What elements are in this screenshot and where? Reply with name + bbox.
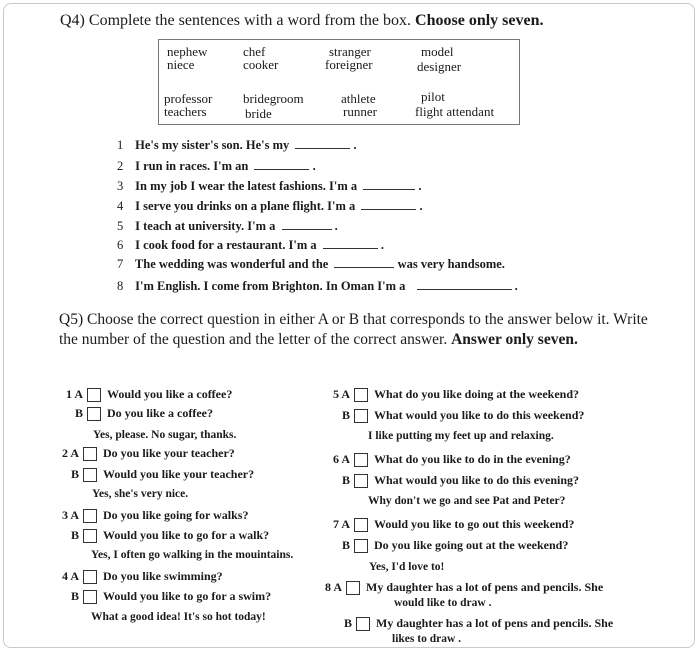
question-5-option-a bbox=[328, 387, 579, 402]
option-text: What would you like to do this evening? bbox=[374, 473, 580, 487]
sentence-end: . bbox=[418, 179, 422, 193]
question-8-option-b bbox=[330, 616, 613, 631]
option-text: Do you like your teacher? bbox=[103, 446, 235, 460]
checkbox[interactable] bbox=[354, 474, 368, 488]
question-2-answer: Yes, she's very nice. bbox=[92, 488, 189, 500]
option-text: What do you like to do in the evening? bbox=[374, 452, 571, 466]
checkbox[interactable] bbox=[354, 518, 368, 532]
option-label: 1 A bbox=[65, 387, 83, 401]
answer-blank[interactable] bbox=[282, 220, 332, 230]
option-text: Do you like going out at the weekend? bbox=[374, 538, 569, 552]
word: bride bbox=[245, 106, 272, 121]
sentence-end: . bbox=[334, 219, 338, 233]
sentence-number: 1 bbox=[117, 138, 124, 152]
checkbox[interactable] bbox=[87, 407, 101, 421]
option-text: Would you like to go for a walk? bbox=[103, 528, 270, 542]
question-4-option-a bbox=[57, 569, 223, 584]
sentence-end: . bbox=[312, 159, 316, 173]
option-label: B bbox=[343, 616, 352, 630]
question-6-answer: Why don't we go and see Pat and Peter? bbox=[368, 495, 566, 507]
sentence-end: . bbox=[514, 279, 518, 293]
sentence-number: 6 bbox=[117, 238, 124, 252]
sentence-end: . bbox=[419, 199, 423, 213]
option-label: 2 A bbox=[61, 446, 79, 460]
q5-instruction: Choose the correct question in either A or B that corresponds to the answer below it. Write the number of the question and the letter of the correct answer. bbox=[59, 311, 648, 348]
question-3-option-a bbox=[57, 508, 248, 523]
q4-instruction: Complete the sentences with a word from the box. bbox=[88, 12, 412, 29]
sentence-number: 4 bbox=[117, 199, 124, 213]
option-text: Do you like a coffee? bbox=[107, 406, 213, 420]
option-label: B bbox=[74, 406, 83, 420]
option-label: 3 A bbox=[61, 508, 79, 522]
option-text: My daughter has a lot of pens and pencils. She bbox=[376, 616, 614, 630]
sentence-end: . bbox=[353, 138, 357, 152]
option-text: Would you like to go out this weekend? bbox=[374, 517, 575, 531]
option-label: 4 A bbox=[61, 569, 79, 583]
option-label: B bbox=[341, 538, 350, 552]
option-text: What would you like to do this weekend? bbox=[374, 408, 585, 422]
answer-blank[interactable] bbox=[323, 239, 378, 249]
sentence-1 bbox=[117, 138, 357, 153]
word: chef bbox=[243, 44, 266, 59]
checkbox[interactable] bbox=[83, 447, 97, 461]
sentence-5 bbox=[117, 219, 338, 234]
answer-blank[interactable] bbox=[417, 280, 512, 290]
answer-blank[interactable] bbox=[361, 200, 416, 210]
option-label: B bbox=[341, 408, 350, 422]
sentence-2 bbox=[117, 159, 316, 174]
sentence-text: In my job I wear the latest fashions. I'm a bbox=[135, 179, 358, 193]
question-3-answer: Yes, I often go walking in the mouintains. bbox=[91, 549, 294, 561]
sentence-4 bbox=[117, 199, 423, 214]
q4-heading bbox=[60, 12, 543, 30]
question-7-option-b bbox=[328, 538, 568, 553]
answer-blank[interactable] bbox=[254, 160, 309, 170]
word-box bbox=[158, 39, 520, 125]
sentence-7 bbox=[117, 257, 505, 272]
option-label: 5 A bbox=[332, 387, 350, 401]
word: model bbox=[421, 44, 454, 59]
q4-number: Q4) bbox=[60, 12, 85, 29]
sentence-text: I cook food for a restaurant. I'm a bbox=[135, 238, 317, 252]
question-7-option-a bbox=[328, 517, 574, 532]
option-text: My daughter has a lot of pens and pencils. She bbox=[366, 580, 604, 594]
sentence-6 bbox=[117, 238, 384, 253]
answer-blank[interactable] bbox=[334, 258, 394, 268]
option-label: 6 A bbox=[332, 452, 350, 466]
sentence-number: 8 bbox=[117, 279, 124, 293]
sentence-text: The wedding was wonderful and the bbox=[134, 257, 329, 271]
question-4-option-b bbox=[57, 589, 271, 604]
sentence-number: 5 bbox=[117, 219, 124, 233]
option-label: 8 A bbox=[324, 580, 342, 594]
word: athlete bbox=[341, 91, 376, 106]
checkbox[interactable] bbox=[83, 570, 97, 584]
option-text: Would you like your teacher? bbox=[103, 467, 255, 481]
option-text: What do you like doing at the weekend? bbox=[374, 387, 580, 401]
checkbox[interactable] bbox=[83, 468, 97, 482]
question-5-option-b bbox=[328, 408, 584, 423]
sentence-8 bbox=[117, 279, 518, 294]
sentence-end: . bbox=[380, 238, 384, 252]
checkbox[interactable] bbox=[346, 581, 360, 595]
checkbox[interactable] bbox=[83, 590, 97, 604]
sentence-text: I teach at university. I'm a bbox=[135, 219, 276, 233]
word: pilot bbox=[421, 89, 445, 104]
question-1-option-b bbox=[61, 406, 213, 421]
sentence-3 bbox=[117, 179, 422, 194]
question-8-option-a-cont: would like to draw . bbox=[394, 597, 492, 609]
sentence-end: was very handsome. bbox=[397, 257, 505, 271]
question-8-option-b-cont: likes to draw . bbox=[392, 633, 461, 645]
sentence-text: I'm English. I come from Brighton. In Oman I'm a bbox=[135, 279, 406, 293]
word: flight attendant bbox=[415, 104, 495, 119]
sentence-number: 7 bbox=[117, 257, 124, 271]
question-4-answer: What a good idea! It's so hot today! bbox=[91, 611, 266, 623]
question-8-option-a bbox=[320, 580, 603, 595]
q5-number: Q5) bbox=[59, 311, 84, 328]
sentence-number: 2 bbox=[117, 159, 124, 173]
word: foreigner bbox=[325, 57, 373, 72]
option-text: Do you like swimming? bbox=[103, 569, 223, 583]
word: cooker bbox=[243, 57, 279, 72]
checkbox[interactable] bbox=[83, 509, 97, 523]
option-text: Do you like going for walks? bbox=[103, 508, 249, 522]
sentence-text: I serve you drinks on a plane flight. I'm a bbox=[135, 199, 356, 213]
question-1-option-a bbox=[61, 387, 232, 402]
word: stranger bbox=[329, 44, 371, 59]
q5-emphasis: Answer only seven. bbox=[451, 331, 578, 348]
checkbox[interactable] bbox=[83, 529, 97, 543]
option-text: Would you like to go for a swim? bbox=[103, 589, 272, 603]
word: runner bbox=[343, 104, 377, 119]
question-2-option-a bbox=[57, 446, 235, 461]
question-2-option-b bbox=[57, 467, 254, 482]
word: professor bbox=[164, 91, 213, 106]
question-5-answer: I like putting my feet up and relaxing. bbox=[368, 430, 554, 442]
q4-emphasis: Choose only seven. bbox=[415, 12, 544, 29]
word: nephew bbox=[167, 44, 208, 59]
checkbox[interactable] bbox=[354, 388, 368, 402]
option-text: Would you like a coffee? bbox=[107, 387, 233, 401]
option-label: B bbox=[70, 528, 79, 542]
sentence-text: He's my sister's son. He's my bbox=[135, 138, 290, 152]
checkbox[interactable] bbox=[87, 388, 101, 402]
q5-heading bbox=[59, 310, 649, 350]
checkbox[interactable] bbox=[354, 409, 368, 423]
question-7-answer: Yes, I'd love to! bbox=[369, 561, 445, 573]
word: niece bbox=[167, 57, 195, 72]
option-label: B bbox=[341, 473, 350, 487]
checkbox[interactable] bbox=[354, 453, 368, 467]
option-label: B bbox=[70, 589, 79, 603]
answer-blank[interactable] bbox=[295, 139, 350, 149]
option-label: B bbox=[70, 467, 79, 481]
checkbox[interactable] bbox=[354, 539, 368, 553]
option-label: 7 A bbox=[332, 517, 350, 531]
sentence-number: 3 bbox=[117, 179, 124, 193]
checkbox[interactable] bbox=[356, 617, 370, 631]
word: teachers bbox=[164, 104, 207, 119]
question-6-option-b bbox=[328, 473, 579, 488]
word: bridegroom bbox=[243, 91, 304, 106]
question-3-option-b bbox=[57, 528, 269, 543]
answer-blank[interactable] bbox=[363, 180, 415, 190]
sentence-text: I run in races. I'm an bbox=[135, 159, 249, 173]
word: designer bbox=[417, 59, 462, 74]
question-1-answer: Yes, please. No sugar, thanks. bbox=[93, 429, 237, 441]
question-6-option-a bbox=[328, 452, 571, 467]
